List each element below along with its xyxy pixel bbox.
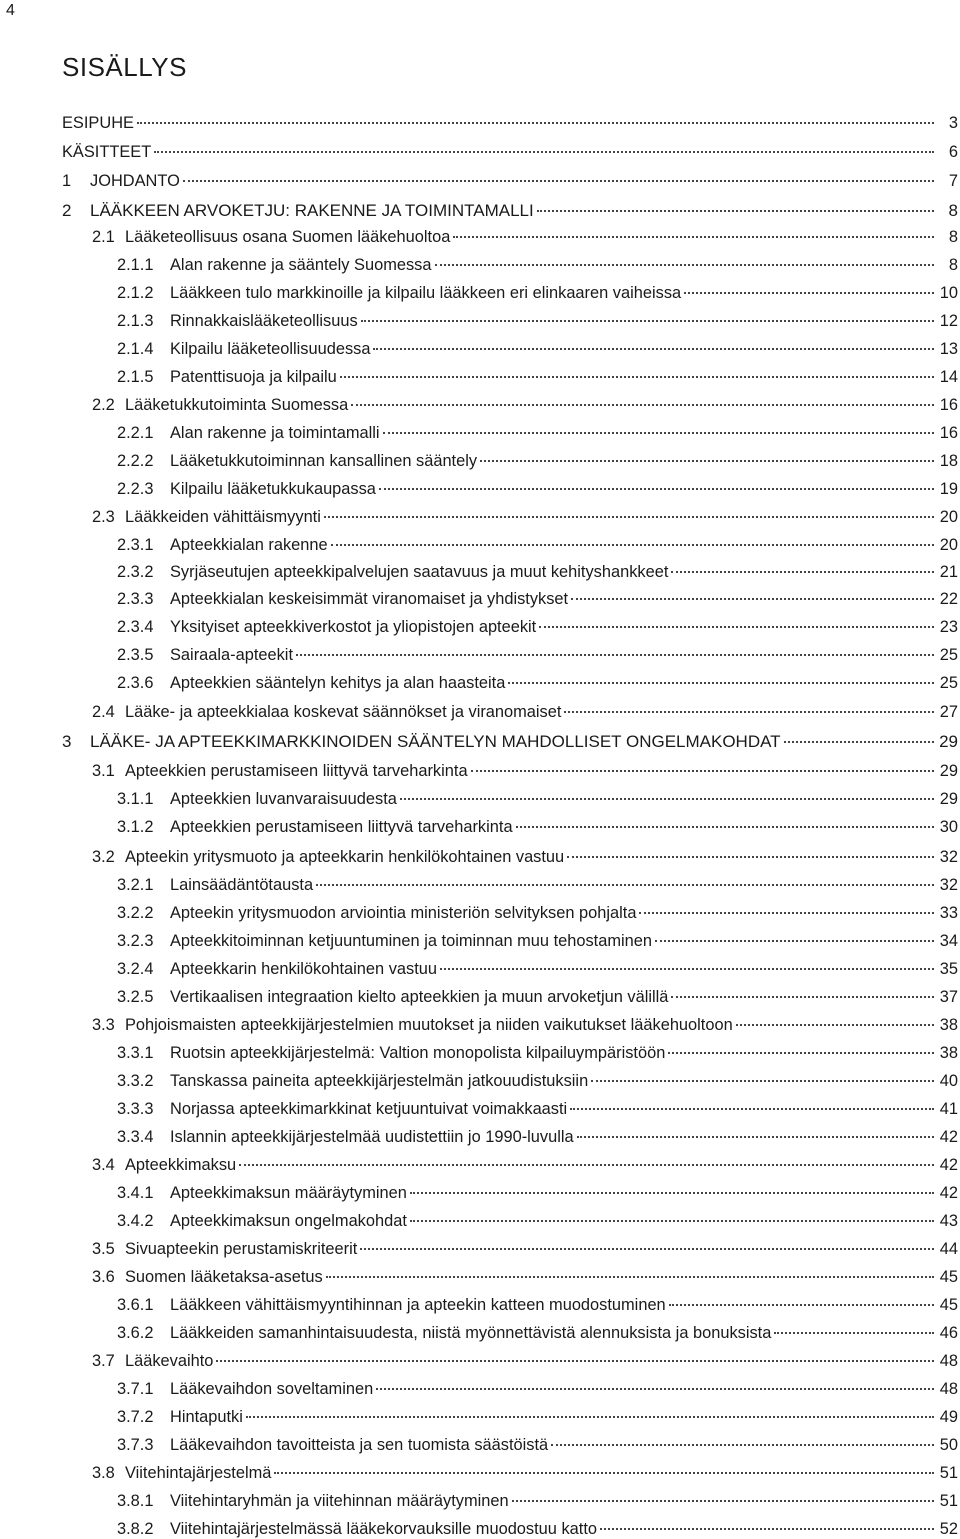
toc-entry-number: 2.3.2 bbox=[117, 563, 154, 581]
dot-leader bbox=[570, 1108, 934, 1110]
toc-entry bbox=[62, 1408, 958, 1427]
toc-entry-number: 3.3.2 bbox=[117, 1072, 154, 1090]
toc-entry-page: 40 bbox=[939, 1072, 958, 1090]
toc-entry bbox=[62, 452, 958, 471]
toc-entry bbox=[62, 480, 958, 499]
toc-entry-title: Lääketukkutoiminnan kansallinen sääntely bbox=[170, 452, 478, 470]
toc-entry bbox=[62, 618, 958, 637]
dot-leader bbox=[239, 1164, 934, 1166]
toc-entry-page: 8 bbox=[948, 201, 958, 220]
toc-entry-number: 3.3.4 bbox=[117, 1128, 154, 1146]
toc-entry-title: Islannin apteekkijärjestelmää uudistettiin jo 1990-luvulla bbox=[170, 1128, 574, 1146]
toc-entry bbox=[62, 1464, 958, 1483]
toc-entry bbox=[62, 508, 958, 527]
toc-entry-number: 2.3.4 bbox=[117, 618, 154, 636]
dot-leader bbox=[410, 1192, 934, 1194]
toc-entry-title: Alan rakenne ja sääntely Suomessa bbox=[170, 256, 432, 274]
toc-entry bbox=[62, 1436, 958, 1455]
dot-leader bbox=[326, 1276, 934, 1278]
dot-leader bbox=[274, 1472, 934, 1474]
toc-entry-page: 38 bbox=[939, 1016, 958, 1034]
dot-leader bbox=[246, 1416, 934, 1418]
toc-entry bbox=[62, 876, 958, 895]
toc-entry bbox=[62, 284, 958, 303]
toc-entry bbox=[62, 848, 958, 867]
toc-entry-number: 2.2.3 bbox=[117, 480, 154, 498]
dot-leader bbox=[435, 264, 935, 266]
toc-entry-title: Ruotsin apteekkijärjestelmä: Valtion monopolista kilpailuympäristöön bbox=[170, 1044, 666, 1062]
toc-entry-title: Apteekkien perustamiseen liittyvä tarveharkinta bbox=[170, 818, 513, 836]
toc-entry-page: 27 bbox=[939, 703, 958, 721]
toc-entry-number: 3.2.4 bbox=[117, 960, 154, 978]
toc-entry-number: 2.3.3 bbox=[117, 590, 154, 608]
dot-leader bbox=[508, 682, 934, 684]
toc-entry-page: 16 bbox=[939, 396, 958, 414]
toc-entry-page: 33 bbox=[939, 904, 958, 922]
toc-entry bbox=[62, 1184, 958, 1203]
toc-entry-page: 6 bbox=[948, 143, 958, 161]
dot-leader bbox=[340, 376, 934, 378]
toc-entry-title: KÄSITTEET bbox=[62, 143, 152, 161]
dot-leader bbox=[639, 912, 934, 914]
dot-leader bbox=[471, 770, 934, 772]
toc-entry-number: 3.7.3 bbox=[117, 1436, 154, 1454]
dot-leader bbox=[600, 1528, 934, 1530]
toc-entry bbox=[62, 1324, 958, 1343]
toc-entry-title: Apteekkimaksun ongelmakohdat bbox=[170, 1212, 407, 1230]
toc-entry bbox=[62, 368, 958, 387]
toc-entry-number: 3.7.2 bbox=[117, 1408, 154, 1426]
toc-entry-number: 3.4.1 bbox=[117, 1184, 154, 1202]
toc-entry-page: 22 bbox=[939, 590, 958, 608]
toc-entry-title: Apteekkialan rakenne bbox=[170, 536, 328, 554]
toc-entry-number: 2.2 bbox=[92, 396, 115, 414]
toc-entry bbox=[62, 762, 958, 781]
dot-leader bbox=[516, 826, 934, 828]
toc-entry-number: 3.5 bbox=[92, 1240, 115, 1258]
toc-entry-page: 29 bbox=[939, 762, 958, 780]
toc-entry-title: Viitehintaryhmän ja viitehinnan määräytyminen bbox=[170, 1492, 509, 1510]
toc-entry-title: Lääkkeiden samanhintaisuudesta, niistä myönnettävistä alennuksista ja bonuksista bbox=[170, 1324, 772, 1342]
toc-entry-title: Apteekkien luvanvaraisuudesta bbox=[170, 790, 397, 808]
toc-entry bbox=[62, 932, 958, 951]
toc-entry bbox=[62, 1268, 958, 1287]
toc-entry-number: 2.3 bbox=[92, 508, 115, 526]
dot-leader bbox=[360, 1248, 934, 1250]
dot-leader bbox=[376, 1388, 934, 1390]
toc-entry bbox=[62, 1156, 958, 1175]
dot-leader bbox=[379, 488, 934, 490]
toc-entry-page: 38 bbox=[939, 1044, 958, 1062]
dot-leader bbox=[216, 1360, 934, 1362]
dot-leader bbox=[331, 544, 934, 546]
toc-entry-title: Lääkevaihdon soveltaminen bbox=[170, 1380, 374, 1398]
toc-entry-number: 3.1.2 bbox=[117, 818, 154, 836]
toc-entry-page: 49 bbox=[939, 1408, 958, 1426]
toc-entry-page: 45 bbox=[939, 1268, 958, 1286]
dot-leader bbox=[784, 741, 934, 743]
page-number: 4 bbox=[6, 2, 15, 19]
toc-entry-title: Syrjäseutujen apteekkipalvelujen saatavuus ja muut kehityshankkeet bbox=[170, 563, 669, 581]
toc-entry-title: Apteekin yritysmuodon arviointia ministeriön selvityksen pohjalta bbox=[170, 904, 637, 922]
toc-entry-page: 25 bbox=[939, 646, 958, 664]
toc-entry bbox=[62, 988, 958, 1007]
toc-entry-page: 30 bbox=[939, 818, 958, 836]
toc-entry bbox=[62, 1492, 958, 1511]
toc-entry-page: 14 bbox=[939, 368, 958, 386]
toc-entry-number: 3.6 bbox=[92, 1268, 115, 1286]
toc-entry bbox=[62, 1212, 958, 1231]
toc-entry-number: 3.1 bbox=[92, 762, 115, 780]
toc-entry-title: Rinnakkaislääketeollisuus bbox=[170, 312, 358, 330]
dot-leader bbox=[351, 404, 934, 406]
toc-entry-number: 2.3.5 bbox=[117, 646, 154, 664]
toc-entry bbox=[62, 201, 958, 221]
toc-entry-title: Lääkevaihdon tavoitteista ja sen tuomista säästöistä bbox=[170, 1436, 549, 1454]
dot-leader bbox=[571, 598, 934, 600]
toc-entry-page: 42 bbox=[939, 1156, 958, 1174]
toc-entry-page: 20 bbox=[939, 536, 958, 554]
toc-entry bbox=[62, 256, 958, 275]
dot-leader bbox=[591, 1080, 934, 1082]
toc-entry-page: 3 bbox=[948, 114, 958, 132]
toc-entry-title: Tanskassa paineita apteekkijärjestelmän jatkouudistuksiin bbox=[170, 1072, 589, 1090]
dot-leader bbox=[671, 996, 934, 998]
dot-leader bbox=[668, 1052, 934, 1054]
toc-entry bbox=[62, 818, 958, 837]
toc-entry-number: 2.2.2 bbox=[117, 452, 154, 470]
toc-entry-number: 3.3.3 bbox=[117, 1100, 154, 1118]
toc-entry bbox=[62, 1100, 958, 1119]
toc-entry-number: 3.6.2 bbox=[117, 1324, 154, 1342]
toc-entry-title: Hintaputki bbox=[170, 1408, 243, 1426]
toc-entry-number: 3.2.3 bbox=[117, 932, 154, 950]
toc-entry-title: Apteekkialan keskeisimmät viranomaiset ja yhdistykset bbox=[170, 590, 569, 608]
toc-entry-page: 46 bbox=[939, 1324, 958, 1342]
dot-leader bbox=[512, 1500, 934, 1502]
dot-leader bbox=[551, 1444, 934, 1446]
toc-entry bbox=[62, 563, 958, 582]
toc-entry-title: Viitehintajärjestelmässä lääkekorvauksille muodostuu katto bbox=[170, 1520, 597, 1538]
toc-entry-page: 29 bbox=[939, 790, 958, 808]
toc-entry-page: 34 bbox=[939, 932, 958, 950]
toc-entry-page: 37 bbox=[939, 988, 958, 1006]
toc-entry-page: 18 bbox=[939, 452, 958, 470]
dot-leader bbox=[410, 1220, 934, 1222]
dot-leader bbox=[671, 571, 934, 573]
toc-entry-page: 10 bbox=[939, 284, 958, 302]
dot-leader bbox=[400, 798, 934, 800]
dot-leader bbox=[564, 711, 934, 713]
toc-entry-number: 2.1 bbox=[92, 228, 115, 246]
toc-entry bbox=[62, 228, 958, 247]
toc-entry bbox=[62, 143, 958, 162]
toc-entry-number: 2.3.1 bbox=[117, 536, 154, 554]
toc-entry-number: 3.7 bbox=[92, 1352, 115, 1370]
toc-entry-number: 2.1.3 bbox=[117, 312, 154, 330]
dot-leader bbox=[324, 516, 934, 518]
toc-entry bbox=[62, 172, 958, 191]
dot-leader bbox=[567, 856, 934, 858]
dot-leader bbox=[361, 320, 934, 322]
dot-leader bbox=[774, 1332, 934, 1334]
toc-entry-title: Suomen lääketaksa-asetus bbox=[125, 1268, 323, 1286]
dot-leader bbox=[684, 292, 934, 294]
toc-entry bbox=[62, 646, 958, 665]
toc-entry-page: 41 bbox=[939, 1100, 958, 1118]
toc-entry-title: Lääkkeen vähittäismyyntihinnan ja apteekin katteen muodostuminen bbox=[170, 1296, 666, 1314]
toc-entry-page: 48 bbox=[939, 1352, 958, 1370]
toc-entry bbox=[62, 1520, 958, 1539]
toc-entry bbox=[62, 703, 958, 722]
toc-entry-number: 3.6.1 bbox=[117, 1296, 154, 1314]
toc-entry-page: 8 bbox=[948, 228, 958, 246]
toc-entry-number: 2.4 bbox=[92, 703, 115, 721]
toc-entry-title: Pohjoismaisten apteekkijärjestelmien muutokset ja niiden vaikutukset lääkehuoltoon bbox=[125, 1016, 733, 1034]
toc-entry-number: 3.8.1 bbox=[117, 1492, 154, 1510]
toc-entry-title: Vertikaalisen integraation kielto apteekkien ja muun arvoketjun välillä bbox=[170, 988, 669, 1006]
toc-entry-page: 32 bbox=[939, 876, 958, 894]
dot-leader bbox=[577, 1136, 934, 1138]
toc-entry-page: 7 bbox=[948, 172, 958, 190]
toc-entry-page: 13 bbox=[939, 340, 958, 358]
toc-entry-page: 29 bbox=[939, 732, 958, 751]
toc-entry bbox=[62, 114, 958, 133]
toc-entry-page: 43 bbox=[939, 1212, 958, 1230]
toc-entry bbox=[62, 732, 958, 752]
dot-leader bbox=[669, 1304, 934, 1306]
dot-leader bbox=[480, 460, 934, 462]
toc-entry-page: 20 bbox=[939, 508, 958, 526]
toc-entry bbox=[62, 590, 958, 609]
toc-entry bbox=[62, 674, 958, 693]
toc-entry bbox=[62, 340, 958, 359]
toc-entry-title: Alan rakenne ja toimintamalli bbox=[170, 424, 380, 442]
toc-entry-title: Lääkkeiden vähittäismyynti bbox=[125, 508, 321, 526]
toc-entry-number: 2.1.1 bbox=[117, 256, 154, 274]
toc-entry-title: Apteekkarin henkilökohtainen vastuu bbox=[170, 960, 437, 978]
toc-entry-page: 48 bbox=[939, 1380, 958, 1398]
toc-entry-number: 2.3.6 bbox=[117, 674, 154, 692]
toc-entry-title: LÄÄKKEEN ARVOKETJU: RAKENNE JA TOIMINTAMALLI bbox=[90, 201, 534, 220]
toc-entry-title: JOHDANTO bbox=[90, 172, 180, 190]
toc-entry-number: 3.4 bbox=[92, 1156, 115, 1174]
toc-entry-page: 16 bbox=[939, 424, 958, 442]
toc-entry bbox=[62, 396, 958, 415]
toc-entry-title: Apteekkimaksun määräytyminen bbox=[170, 1184, 407, 1202]
toc-entry-title: Apteekkimaksu bbox=[125, 1156, 237, 1174]
dot-leader bbox=[383, 432, 934, 434]
toc-entry-number: 2.1.4 bbox=[117, 340, 154, 358]
toc-entry-title: Lääkkeen tulo markkinoille ja kilpailu lääkkeen eri elinkaaren vaiheissa bbox=[170, 284, 682, 302]
dot-leader bbox=[316, 884, 934, 886]
toc-entry bbox=[62, 1016, 958, 1035]
dot-leader bbox=[183, 180, 934, 182]
toc-entry-number: 3.2 bbox=[92, 848, 115, 866]
toc-entry-page: 52 bbox=[939, 1520, 958, 1538]
dot-leader bbox=[736, 1024, 934, 1026]
toc-entry-number: 3.4.2 bbox=[117, 1212, 154, 1230]
toc-entry-title: Kilpailu lääketukkukaupassa bbox=[170, 480, 376, 498]
dot-leader bbox=[537, 210, 934, 212]
toc-entry-title: Viitehintajärjestelmä bbox=[125, 1464, 272, 1482]
toc-entry bbox=[62, 1128, 958, 1147]
toc-entry bbox=[62, 424, 958, 443]
toc-entry bbox=[62, 904, 958, 923]
toc-entry-number: 2 bbox=[62, 201, 72, 220]
toc-entry-page: 51 bbox=[939, 1464, 958, 1482]
toc-entry bbox=[62, 536, 958, 555]
toc-entry-title: LÄÄKE- JA APTEEKKIMARKKINOIDEN SÄÄNTELYN MAHDOLLISET ONGELMAKOHDAT bbox=[90, 732, 781, 751]
dot-leader bbox=[154, 151, 934, 153]
toc-entry-page: 45 bbox=[939, 1296, 958, 1314]
toc-entry-number: 3.2.1 bbox=[117, 876, 154, 894]
page-title: SISÄLLYS bbox=[62, 52, 187, 82]
toc-entry-title: Patenttisuoja ja kilpailu bbox=[170, 368, 337, 386]
toc-entry-title: Apteekkien sääntelyn kehitys ja alan haasteita bbox=[170, 674, 506, 692]
toc-entry-title: Apteekin yritysmuoto ja apteekkarin henkilökohtainen vastuu bbox=[125, 848, 565, 866]
toc-entry-number: 3.3.1 bbox=[117, 1044, 154, 1062]
toc-entry-title: Sairaala-apteekit bbox=[170, 646, 294, 664]
toc-entry-page: 25 bbox=[939, 674, 958, 692]
toc-entry-title: Lääketeollisuus osana Suomen lääkehuoltoa bbox=[125, 228, 451, 246]
toc-entry bbox=[62, 1380, 958, 1399]
toc-entry bbox=[62, 960, 958, 979]
dot-leader bbox=[655, 940, 934, 942]
toc-entry-page: 32 bbox=[939, 848, 958, 866]
toc-entry-number: 2.2.1 bbox=[117, 424, 154, 442]
toc-entry-title: Lääkevaihto bbox=[125, 1352, 214, 1370]
toc-entry-page: 35 bbox=[939, 960, 958, 978]
toc-entry-title: Lainsäädäntötausta bbox=[170, 876, 314, 894]
toc-entry-page: 12 bbox=[939, 312, 958, 330]
toc-entry-page: 23 bbox=[939, 618, 958, 636]
toc-entry bbox=[62, 1240, 958, 1259]
toc-entry-page: 51 bbox=[939, 1492, 958, 1510]
toc-entry-title: Apteekkien perustamiseen liittyvä tarveharkinta bbox=[125, 762, 468, 780]
toc-entry-number: 1 bbox=[62, 172, 72, 190]
toc-entry bbox=[62, 1296, 958, 1315]
toc-entry-title: Norjassa apteekkimarkkinat ketjuuntuivat voimakkaasti bbox=[170, 1100, 568, 1118]
dot-leader bbox=[137, 122, 934, 124]
toc-entry-title: Kilpailu lääketeollisuudessa bbox=[170, 340, 371, 358]
toc-entry-title: Yksityiset apteekkiverkostot ja yliopistojen apteekit bbox=[170, 618, 537, 636]
toc-entry-page: 44 bbox=[939, 1240, 958, 1258]
toc-entry-title: ESIPUHE bbox=[62, 114, 134, 132]
toc-entry-number: 3.1.1 bbox=[117, 790, 154, 808]
toc-entry-number: 2.1.5 bbox=[117, 368, 154, 386]
toc-entry-number: 3.7.1 bbox=[117, 1380, 154, 1398]
dot-leader bbox=[296, 654, 934, 656]
toc-entry-page: 50 bbox=[939, 1436, 958, 1454]
dot-leader bbox=[373, 348, 934, 350]
toc-entry-title: Sivuapteekin perustamiskriteerit bbox=[125, 1240, 358, 1258]
toc-entry bbox=[62, 1072, 958, 1091]
dot-leader bbox=[539, 626, 934, 628]
toc-entry-number: 3.2.5 bbox=[117, 988, 154, 1006]
toc-entry bbox=[62, 1352, 958, 1371]
toc-entry-number: 3.8.2 bbox=[117, 1520, 154, 1538]
toc-entry-title: Lääke- ja apteekkialaa koskevat säännökset ja viranomaiset bbox=[125, 703, 562, 721]
toc-entry-page: 42 bbox=[939, 1184, 958, 1202]
toc-entry bbox=[62, 1044, 958, 1063]
toc-entry-page: 21 bbox=[939, 563, 958, 581]
toc-entry-page: 19 bbox=[939, 480, 958, 498]
toc-entry bbox=[62, 790, 958, 809]
toc-entry-number: 3.8 bbox=[92, 1464, 115, 1482]
toc-entry bbox=[62, 312, 958, 331]
toc-entry-page: 8 bbox=[948, 256, 958, 274]
dot-leader bbox=[440, 968, 934, 970]
toc-entry-title: Lääketukkutoiminta Suomessa bbox=[125, 396, 349, 414]
toc-entry-number: 3.3 bbox=[92, 1016, 115, 1034]
toc-entry-page: 42 bbox=[939, 1128, 958, 1146]
toc-entry-title: Apteekkitoiminnan ketjuuntuminen ja toiminnan muu tehostaminen bbox=[170, 932, 652, 950]
toc-entry-number: 3.2.2 bbox=[117, 904, 154, 922]
toc-entry-number: 2.1.2 bbox=[117, 284, 154, 302]
dot-leader bbox=[453, 236, 934, 238]
toc-entry-number: 3 bbox=[62, 732, 72, 751]
